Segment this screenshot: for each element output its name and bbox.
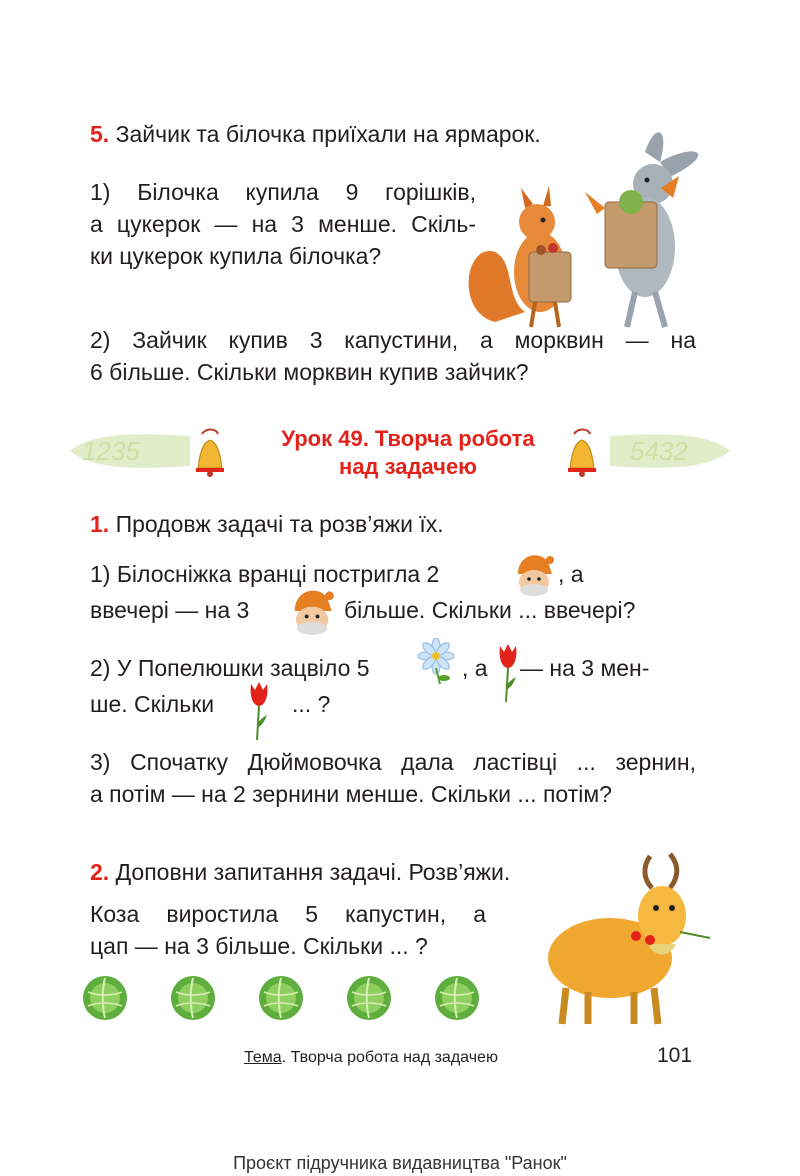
cabbage-icon — [432, 974, 482, 1022]
goat-illustration — [530, 848, 720, 1028]
task5-part1-line1: 1) Білочка купила 9 горішків, — [90, 179, 476, 205]
daisy-flower-icon — [414, 638, 458, 686]
squirrel-and-hare-illustration — [455, 122, 725, 332]
task5-part2-line2: 6 більше. Скільки морквин купив зайчик? — [90, 359, 529, 385]
task2-line1: Коза виростила 5 капустин, а — [90, 901, 486, 927]
lesson-title — [228, 425, 588, 481]
dwarf-icon — [286, 586, 336, 636]
publisher-note: Проєкт підручника видавництва "Ранок" — [233, 1153, 567, 1173]
lesson-title-line1: Урок 49. Творча робота — [281, 426, 535, 451]
task2-heading — [90, 856, 510, 888]
task5-part2-line1: 2) Зайчик купив 3 капустини, а морквин — на — [90, 327, 696, 353]
cabbage-icon — [168, 974, 218, 1022]
task1-p2-line1-b: , а — [462, 655, 488, 681]
page-number: 101 — [657, 1044, 693, 1067]
tulip-icon — [496, 642, 520, 704]
tulip-icon — [244, 680, 274, 742]
task5-part1-line2: а цукерок — на 3 менше. Скіль- — [90, 211, 476, 237]
task1-p1-line2-a: ввечері — на 3 — [90, 597, 250, 623]
task1-p1-line1-b: , а — [558, 561, 584, 587]
task1-heading — [90, 508, 444, 540]
lesson-title-line2: над задачею — [339, 454, 477, 479]
task1-p1-line1-a: 1) Білосніжка вранці постригла 2 — [90, 561, 440, 587]
topic-text: . Творча робота над задачею — [281, 1049, 498, 1066]
task-title: Зайчик та білочка приїхали на ярмарок. — [115, 121, 541, 147]
cabbage-icon — [256, 974, 306, 1022]
task-title: Продовж задачі та розв’яжи їх. — [115, 511, 444, 537]
dwarf-icon — [510, 552, 556, 596]
task1-p2-line2-b: ... ? — [292, 691, 331, 717]
task-number: 1. — [90, 511, 110, 537]
task-number: 2. — [90, 859, 110, 885]
bell-icon — [196, 430, 224, 478]
footer-topic — [244, 1049, 498, 1067]
task1-p1-line2-b: більше. Скільки ... ввечері? — [344, 597, 636, 623]
cabbage-icon — [344, 974, 394, 1022]
task2-line2: цап — на 3 більше. Скільки ... ? — [90, 933, 428, 959]
task1-p3-line2: а потім — на 2 зернини менше. Скільки ... потім? — [90, 781, 612, 807]
task1-p2-line2-a: ше. Скільки — [90, 691, 215, 717]
decorative-numbers-left: 1235 — [82, 436, 140, 466]
task-number: 5. — [90, 121, 110, 147]
topic-label: Тема — [244, 1049, 282, 1066]
task1-p3-line1: 3) Спочатку Дюймовочка дала ластівці ... зернин, — [90, 749, 696, 775]
task1-p2-line1-c: — на 3 мен- — [520, 655, 650, 681]
task5-part1-line3: ки цукерок купила білочка? — [90, 243, 382, 269]
cabbage-icon — [80, 974, 130, 1022]
decorative-numbers-right: 5432 — [630, 436, 688, 466]
task1-p2-line1-a: 2) У Попелюшки зацвіло 5 — [90, 655, 370, 681]
task-title: Доповни запитання задачі. Розв’яжи. — [115, 859, 511, 885]
